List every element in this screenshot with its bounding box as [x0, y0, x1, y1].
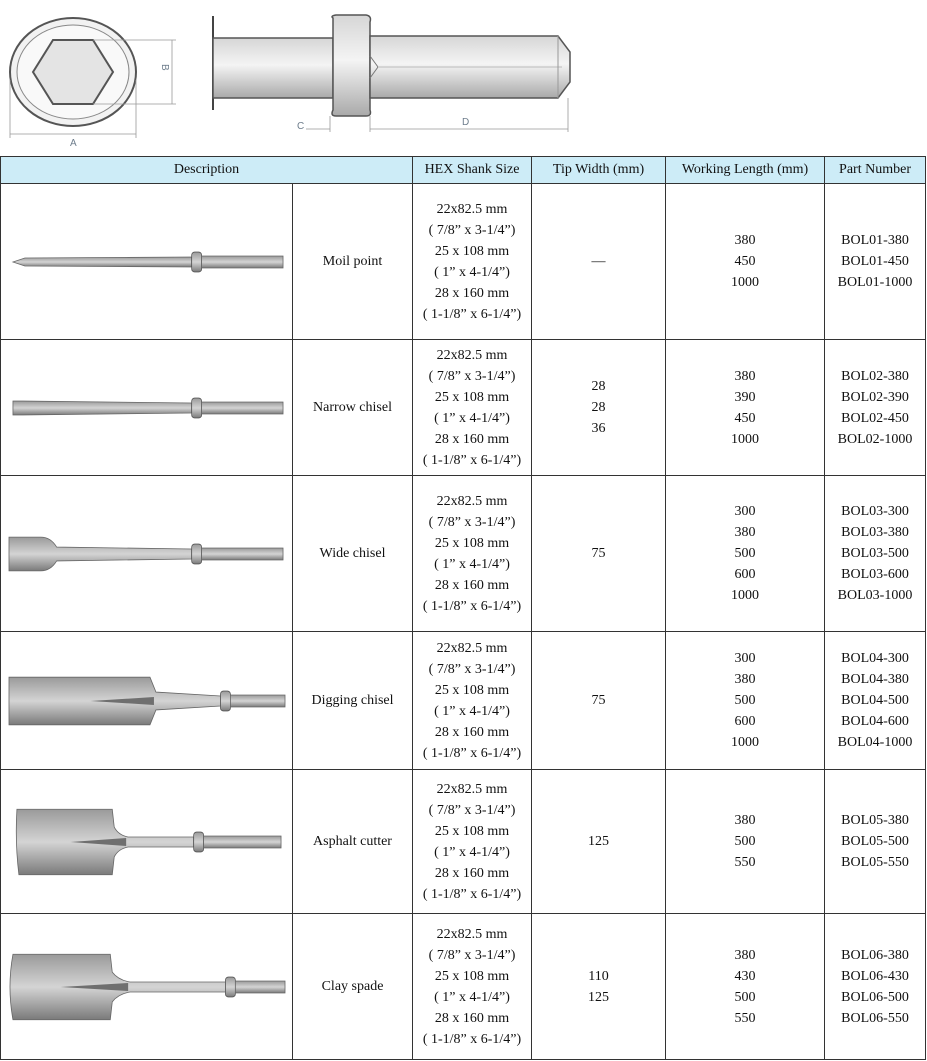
working-length-value: 450 [734, 254, 756, 269]
shank-size-line: ( 1” x 4-1/4”) [434, 844, 510, 860]
header-working-length: Working Length (mm) [666, 157, 825, 184]
tip-width-cell [532, 184, 666, 340]
tool-image-cell [1, 770, 293, 914]
shank-size-line: ( 1” x 4-1/4”) [434, 556, 510, 572]
tool-image-cell [1, 184, 293, 340]
shank-size-line: 28 x 160 mm [434, 724, 510, 740]
part-number-cell [825, 632, 926, 770]
table-row-clay-spade [1, 914, 926, 1060]
working-length-value: 600 [734, 567, 756, 582]
tool-name: Asphalt cutter [293, 770, 413, 914]
part-number-cell [825, 770, 926, 914]
part-number-value: BOL03-1000 [837, 588, 913, 603]
tool-image-cell [1, 914, 293, 1060]
table-row-moil-point [1, 184, 926, 340]
shank-size-line: 22x82.5 mm [436, 640, 508, 656]
shank-size-line: ( 1-1/8” x 6-1/4”) [422, 745, 522, 761]
tip-width-cell [532, 914, 666, 1060]
working-length-value: 300 [734, 504, 756, 519]
shank-size-cell [413, 770, 532, 914]
tool-name: Narrow chisel [293, 340, 413, 476]
working-length-value: 380 [734, 947, 756, 963]
wide-chisel-icon [7, 519, 287, 589]
shank-size-line: ( 1” x 4-1/4”) [434, 410, 510, 426]
tip-width-cell [532, 476, 666, 632]
working-length-value: 1000 [731, 735, 760, 750]
table-row-narrow-chisel [1, 340, 926, 476]
part-number-value: BOL05-500 [841, 834, 909, 849]
tip-width-value: 110 [588, 968, 609, 984]
shank-size-line: 28 x 160 mm [434, 285, 510, 301]
shank-size-line: 22x82.5 mm [436, 201, 508, 217]
shank-size-line: ( 1-1/8” x 6-1/4”) [422, 1031, 522, 1047]
tip-width-value: 75 [591, 546, 606, 561]
part-number-value: BOL04-600 [841, 714, 909, 729]
part-number-cell [825, 476, 926, 632]
collar-cross-section-icon [10, 18, 176, 138]
tool-name: Clay spade [293, 914, 413, 1060]
shank-dimension-diagram [0, 0, 927, 157]
shank-size-line: ( 1-1/8” x 6-1/4”) [422, 306, 522, 322]
working-length-value: 430 [734, 968, 756, 984]
clay-spade-icon [7, 952, 287, 1022]
digging-chisel-icon [7, 666, 287, 736]
shank-size-line: ( 1-1/8” x 6-1/4”) [422, 886, 522, 902]
tip-width-cell [532, 340, 666, 476]
shank-size-line: 25 x 108 mm [434, 535, 510, 551]
working-length-value: 450 [734, 410, 756, 426]
tool-image-cell [1, 476, 293, 632]
dimension-label-b: B [159, 64, 170, 71]
header-description: Description [1, 157, 413, 184]
working-length-value: 380 [734, 672, 756, 687]
tip-width-cell [532, 770, 666, 914]
part-number-value: BOL05-380 [841, 813, 909, 828]
shank-size-line: 22x82.5 mm [436, 493, 508, 509]
shank-size-cell [413, 476, 532, 632]
table-row-asphalt-cutter [1, 770, 926, 914]
header-hex-shank-size: HEX Shank Size [413, 157, 532, 184]
part-number-cell [825, 184, 926, 340]
dimension-label-a: A [70, 138, 77, 149]
shank-size-line: ( 7/8” x 3-1/4”) [428, 368, 516, 384]
working-length-value: 500 [734, 693, 756, 708]
part-number-value: BOL04-500 [841, 693, 909, 708]
part-number-value: BOL06-500 [841, 989, 909, 1005]
part-number-value: BOL02-450 [841, 410, 909, 426]
tool-name: Moil point [293, 184, 413, 340]
tool-image-cell [1, 632, 293, 770]
tip-width-value: — [591, 254, 606, 269]
tip-width-cell [532, 632, 666, 770]
asphalt-cutter-icon [7, 807, 287, 877]
shank-size-cell [413, 632, 532, 770]
working-length-cell [666, 632, 825, 770]
shank-size-line: ( 7/8” x 3-1/4”) [428, 222, 516, 238]
tip-width-value: 125 [588, 989, 610, 1005]
shank-size-line: ( 1-1/8” x 6-1/4”) [422, 598, 522, 614]
shank-size-line: 28 x 160 mm [434, 431, 510, 447]
part-number-value: BOL04-380 [841, 672, 909, 687]
working-length-value: 500 [734, 834, 756, 849]
shank-size-line: 28 x 160 mm [434, 865, 510, 881]
part-number-value: BOL03-500 [841, 546, 909, 561]
shank-size-line: 28 x 160 mm [434, 577, 510, 593]
shank-size-line: ( 7/8” x 3-1/4”) [428, 661, 516, 677]
part-number-value: BOL02-1000 [837, 431, 913, 447]
shank-size-line: ( 1” x 4-1/4”) [434, 264, 510, 280]
part-number-cell [825, 914, 926, 1060]
chisel-spec-table [0, 156, 926, 1060]
shank-size-line: ( 1” x 4-1/4”) [434, 703, 510, 719]
working-length-cell [666, 770, 825, 914]
working-length-value: 390 [734, 389, 756, 405]
working-length-value: 550 [734, 855, 756, 870]
shank-size-cell [413, 184, 532, 340]
part-number-value: BOL03-600 [841, 567, 909, 582]
part-number-value: BOL02-390 [841, 389, 909, 405]
part-number-value: BOL06-380 [841, 947, 909, 963]
dimension-label-d: D [462, 117, 470, 128]
shank-size-line: 25 x 108 mm [434, 682, 510, 698]
shank-size-line: ( 7/8” x 3-1/4”) [428, 802, 516, 818]
part-number-value: BOL01-450 [841, 254, 909, 269]
tip-width-value: 75 [591, 693, 606, 708]
working-length-value: 500 [734, 546, 756, 561]
tool-image-cell [1, 340, 293, 476]
shank-size-line: 25 x 108 mm [434, 389, 510, 405]
part-number-cell [825, 340, 926, 476]
header-part-number: Part Number [825, 157, 926, 184]
dimension-label-c: C [297, 121, 305, 132]
table-header-row [1, 157, 926, 184]
shank-size-line: 25 x 108 mm [434, 823, 510, 839]
header-tip-width: Tip Width (mm) [532, 157, 666, 184]
part-number-value: BOL04-1000 [837, 735, 913, 750]
part-number-value: BOL01-1000 [837, 275, 913, 290]
shank-size-line: 22x82.5 mm [436, 926, 508, 942]
tool-name: Wide chisel [293, 476, 413, 632]
tip-width-value: 125 [588, 834, 610, 849]
working-length-value: 380 [734, 368, 756, 384]
narrow-chisel-icon [7, 373, 287, 443]
working-length-value: 500 [734, 989, 756, 1005]
part-number-value: BOL03-300 [841, 504, 909, 519]
tip-width-value: 28 [591, 379, 606, 394]
working-length-value: 300 [734, 651, 756, 666]
working-length-cell [666, 340, 825, 476]
working-length-cell [666, 184, 825, 340]
shank-size-cell [413, 914, 532, 1060]
working-length-value: 550 [734, 1010, 756, 1026]
part-number-value: BOL01-380 [841, 233, 909, 248]
shank-size-line: ( 7/8” x 3-1/4”) [428, 947, 516, 963]
shank-size-cell [413, 340, 532, 476]
part-number-value: BOL05-550 [841, 855, 909, 870]
shank-size-line: 25 x 108 mm [434, 243, 510, 259]
part-number-value: BOL04-300 [841, 651, 909, 666]
part-number-value: BOL03-380 [841, 525, 909, 540]
shank-size-line: 28 x 160 mm [434, 1010, 510, 1026]
part-number-value: BOL02-380 [841, 368, 909, 384]
working-length-cell [666, 914, 825, 1060]
tool-name: Digging chisel [293, 632, 413, 770]
table-row-wide-chisel [1, 476, 926, 632]
working-length-value: 600 [734, 714, 756, 729]
part-number-value: BOL06-430 [841, 968, 909, 984]
shank-size-line: ( 7/8” x 3-1/4”) [428, 514, 516, 530]
part-number-value: BOL06-550 [841, 1010, 909, 1026]
working-length-value: 1000 [731, 275, 760, 290]
shank-size-line: ( 1” x 4-1/4”) [434, 989, 510, 1005]
working-length-value: 380 [734, 813, 756, 828]
working-length-value: 1000 [731, 588, 760, 603]
shank-size-line: 22x82.5 mm [436, 347, 508, 363]
shank-side-view-icon [213, 15, 570, 132]
shank-size-line: ( 1-1/8” x 6-1/4”) [422, 452, 522, 468]
working-length-cell [666, 476, 825, 632]
tip-width-value: 36 [591, 421, 606, 436]
working-length-value: 380 [734, 525, 756, 540]
table-row-digging-chisel [1, 632, 926, 770]
working-length-value: 1000 [731, 431, 760, 447]
working-length-value: 380 [734, 233, 756, 248]
tip-width-value: 28 [591, 400, 606, 415]
shank-size-line: 22x82.5 mm [436, 781, 508, 797]
moil-point-icon [7, 227, 287, 297]
shank-size-line: 25 x 108 mm [434, 968, 510, 984]
